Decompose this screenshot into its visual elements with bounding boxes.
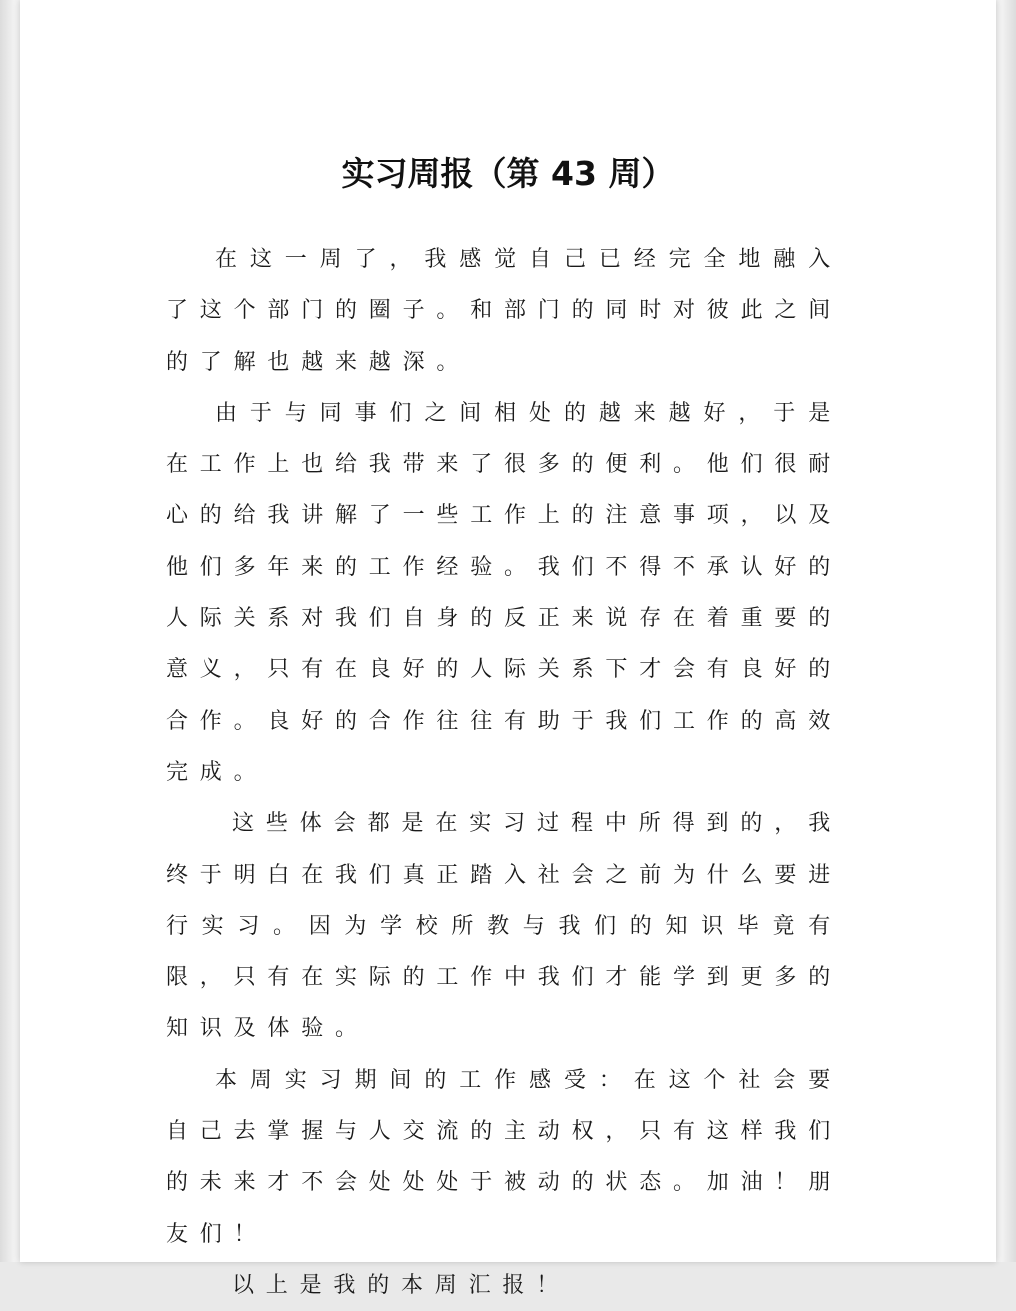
- paragraph-5: 以上是我的本周汇报！: [232, 1272, 571, 1298]
- paragraph-1: 在这一周了，我感觉自己已经完全地融入了这个部门的圈子。和部门的同时对彼此之间的了解也越来越深。: [166, 247, 843, 375]
- paragraph-2: 由于与同事们之间相处的越来越好，于是在工作上也给我带来了很多的便利。他们很耐心的给我讲解了一些工作上的注意事项，以及他们多年来的工作经验。我们不得不承认好的人际关系对我们自身的反正来说存在着重要的意义，只有在良好的人际关系下才会有良好的合作。良好的合作往往有助于我们工作的高效完成。: [166, 400, 843, 785]
- document-body: [166, 234, 842, 1311]
- paragraph-3: 这些体会都是在实习过程中所得到的，我终于明白在我们真正踏入社会之前为什么要进行实习。因为学校所教与我们的知识毕竟有限，只有在实际的工作中我们才能学到更多的知识及体验。: [166, 811, 843, 1042]
- page-title: 实习周报（第 43 周）: [341, 154, 675, 193]
- paragraph-4: 本周实习期间的工作感受：在这个社会要自己去掌握与人交流的主动权，只有这样我们的未来才不会处处处于被动的状态。加油！朋友们！: [166, 1067, 843, 1247]
- document-page: [20, 0, 996, 1298]
